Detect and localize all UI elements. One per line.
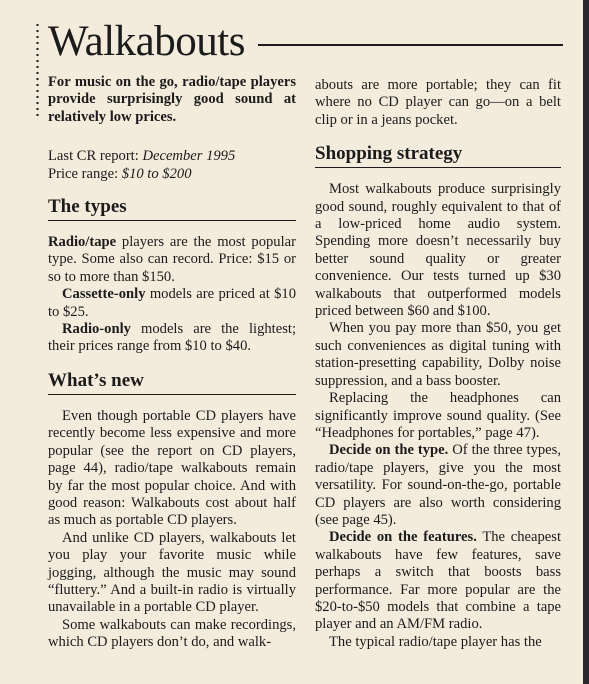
shopping-paragraph-4 (315, 442, 561, 529)
article-title: Walkabouts (48, 18, 245, 65)
shopping-paragraph-5 (315, 529, 561, 633)
shopping-text-5: The cheapest walkabouts have few features, save perhaps a switch that boosts bass performance. Far more popular are the $20-to-$50 models that combine a tape player and an AM/FM radio. (315, 529, 561, 633)
lead-paragraph: For music on the go, radio/tape players provide surprisingly good sound at relatively low prices. (48, 74, 296, 125)
whats-new-heading: What’s new (48, 370, 296, 395)
term-radio-tape: Radio/tape (48, 234, 117, 251)
right-column (315, 77, 561, 651)
types-paragraph-2 (48, 286, 296, 321)
types-text-1: players are the most popular type. Some also can record. Price: $15 or so to more than $150. (48, 234, 296, 285)
report-label: Last CR report: (48, 148, 139, 165)
whats-new-paragraph-1: Even though portable CD players have recently become less expensive and more popular (see the report on CD players, page 44), radio/tape walkabouts remain by far the most popular choice. And with good reason: Walkabouts cost about half as much as portable CD players. (48, 407, 296, 529)
types-heading: The types (48, 196, 296, 221)
types-text-2: models are priced at $10 to $25. (48, 286, 296, 320)
price-value: $10 to $200 (121, 165, 192, 182)
types-paragraph-3 (48, 321, 296, 356)
price-range-line (48, 166, 296, 183)
shopping-text-4: Of the three types, radio/tape players, give you the most versatility. For sound-on-the-go, portable CD players are also worth considering (see page 45). (315, 442, 561, 528)
shopping-paragraph-3: Replacing the headphones can significantly improve sound quality. (See “Headphones for portables,” page 47). (315, 390, 561, 441)
term-radio-only: Radio-only (62, 321, 131, 338)
dotted-rule (36, 22, 39, 120)
shopping-paragraph-2: When you pay more than $50, you get such conveniences as digital tuning with station-presetting capability, Dolby noise suppression, and a bass booster. (315, 320, 561, 389)
report-value: December 1995 (142, 148, 236, 165)
left-column (48, 74, 296, 652)
term-cassette-only: Cassette-only (62, 286, 146, 303)
whats-new-paragraph-2: And unlike CD players, walkabouts let you play your favorite music while jogging, although the music may sound “fluttery.” And a built-in radio is virtually unavailable in a portable CD player. (48, 529, 296, 616)
continued-paragraph: abouts are more portable; they can fit where no CD player can go—on a belt clip or in a jeans pocket. (315, 77, 561, 128)
types-text-3: models are the lightest; their prices range from $10 to $40. (48, 321, 296, 355)
page-edge (583, 0, 589, 684)
term-decide-type: Decide on the type. (329, 442, 449, 459)
whats-new-paragraph-3: Some walkabouts can make recordings, which CD players don’t do, and walk- (48, 616, 296, 651)
price-label: Price range: (48, 165, 119, 182)
last-report-line (48, 148, 296, 165)
title-rule (258, 44, 563, 46)
term-decide-features: Decide on the features. (329, 529, 477, 546)
types-paragraph-1 (48, 234, 296, 286)
shopping-paragraph-1: Most walkabouts produce surprisingly good sound, roughly equivalent to that of a low-priced home audio system. Spending more doesn’t necessarily buy better sound quality or greater convenience. Our tests turned up $30 walkabouts that outperformed models priced between $60 and $100. (315, 181, 561, 320)
shopping-paragraph-6: The typical radio/tape player has the (329, 633, 542, 650)
shopping-strategy-heading: Shopping strategy (315, 143, 561, 168)
